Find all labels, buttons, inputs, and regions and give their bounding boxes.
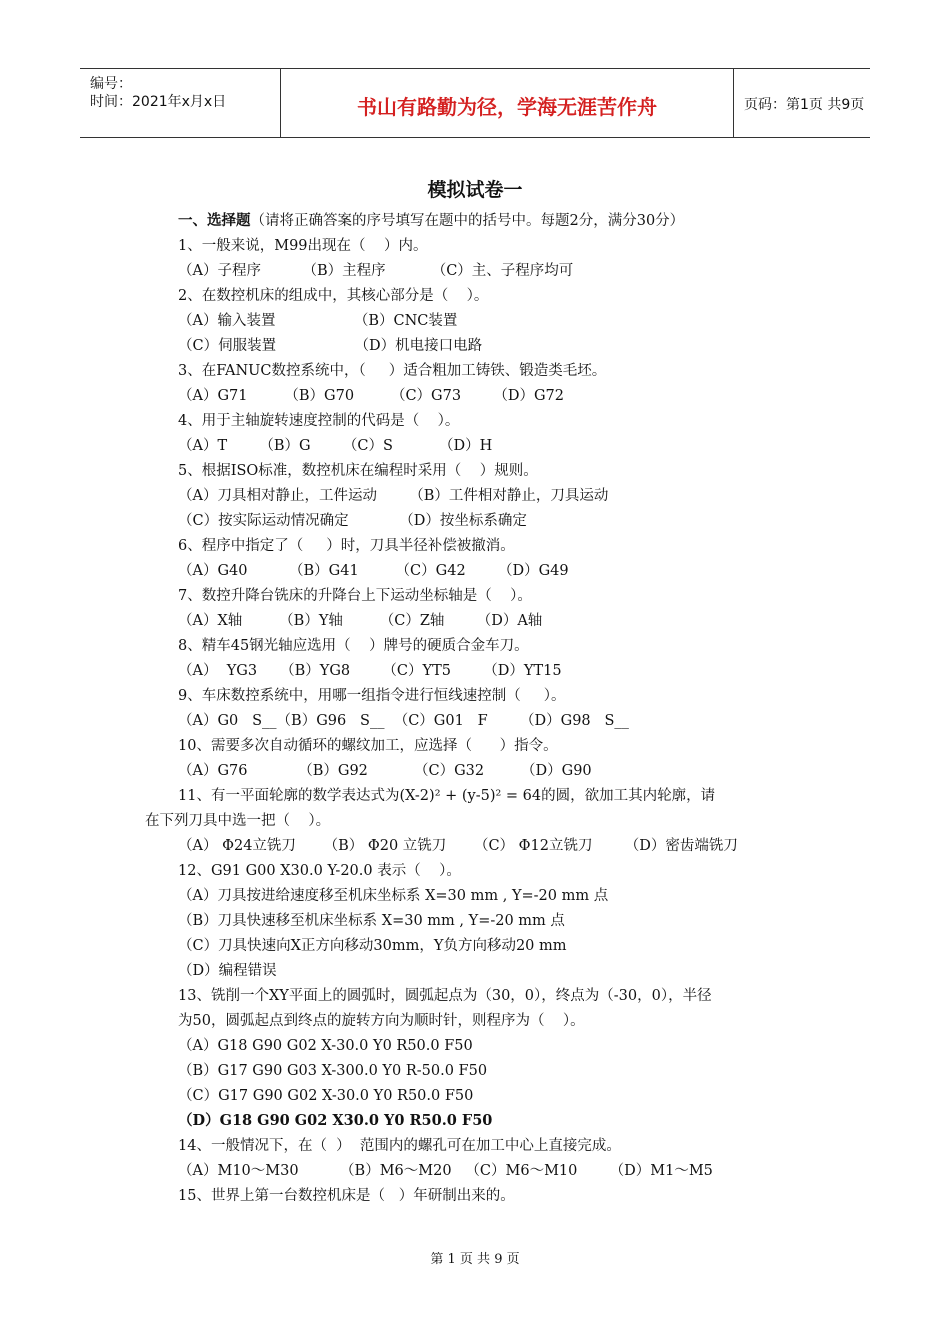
header-motto-cell [280,69,734,137]
page-header [80,68,870,138]
question-11-options: （A） Φ24立铣刀 （B） Φ20 立铣刀 （C） Φ12立铣刀 （D）密齿端铣刀 [178,838,738,854]
question-5: 5、根据ISO标准，数控机床在编程时采用（ ）规则。 [178,463,538,479]
question-13: 13、铣削一个XY平面上的圆弧时，圆弧起点为（30，0），终点为（-30，0），半径 [178,988,712,1004]
question-9: 9、车床数控系统中，用哪一组指令进行恒线速控制（ ）。 [178,688,566,704]
section-instruction: （请将正确答案的序号填写在题中的括号中。每题2分，满分30分） [250,213,685,229]
question-11: 11、有一平面轮廓的数学表达式为(X-2)² + (y-5)² = 64的圆，欲加工其内轮廓，请 [178,788,716,804]
section-title: 一、选择题 [178,213,251,229]
question-10: 10、需要多次自动循环的螺纹加工，应选择（ ）指令。 [178,738,558,754]
question-12-option-c: （C）刀具快速向X正方向移动30mm，Y负方向移动20 mm [178,938,567,954]
question-1-options: （A）子程序 （B）主程序 （C）主、子程序均可 [178,263,574,279]
question-13-option-b: （B）G17 G90 G03 X-300.0 Y0 R-50.0 F50 [178,1063,488,1079]
header-page-cell [734,69,870,137]
question-5-options-ab: （A）刀具相对静止，工件运动 （B）工件相对静止，刀具运动 [178,488,609,504]
question-12-option-d: （D）编程错误 [178,963,277,979]
question-12-option-b: （B）刀具快速移至机床坐标系 X=30 mm , Y=-20 mm 点 [178,913,565,929]
question-15: 15、世界上第一台数控机床是（ ）年研制出来的。 [178,1188,515,1204]
question-2-options-ab: （A）输入装置 （B）CNC装置 [178,313,458,329]
document-number-label: 编号： [90,76,132,92]
question-4: 4、用于主轴旋转速度控制的代码是（ ）。 [178,413,460,429]
question-2-options-cd: （C）伺服装置 （D）机电接口电路 [178,338,483,354]
question-12: 12、G91 G00 X30.0 Y-20.0 表示（ ）。 [178,863,461,879]
section-heading [178,214,684,229]
question-6: 6、程序中指定了（ ）时，刀具半径补偿被撤消。 [178,538,515,554]
question-2: 2、在数控机床的组成中，其核心部分是（ ）。 [178,288,489,304]
header-motto: 书山有路勤为径，学海无涯苦作舟 [357,95,657,119]
question-1: 1、一般来说，M99出现在（ ）内。 [178,238,428,254]
question-14-options: （A）M10～M30 （B）M6～M20 （C）M6～M10 （D）M1～M5 [178,1163,713,1179]
question-8-options: （A） YG3 （B）YG8 （C）YT5 （D）YT15 [178,663,562,679]
question-11-cont: 在下列刀具中选一把（ ）。 [145,813,331,829]
question-9-options: （A）G0 S__（B）G96 S__ （C）G01 F （D）G98 S__ [178,713,629,729]
exam-title: 模拟试卷一 [427,179,523,201]
question-12-option-a: （A）刀具按进给速度移至机床坐标系 X=30 mm , Y=-20 mm 点 [178,888,609,904]
question-3-options: （A）G71 （B）G70 （C）G73 （D）G72 [178,388,564,404]
header-page-info: 页码：第1页 共9页 [744,97,865,113]
document-date-label: 时间：2021年x月x日 [90,94,227,110]
question-7-options: （A）X轴 （B）Y轴 （C）Z轴 （D）A轴 [178,613,543,629]
question-4-options: （A）T （B）G （C）S （D）H [178,438,493,454]
question-7: 7、数控升降台铣床的升降台上下运动坐标轴是（ ）。 [178,588,532,604]
header-info-cell [80,69,280,137]
question-8: 8、精车45钢光轴应选用（ ）牌号的硬质合金车刀。 [178,638,529,654]
page-footer: 第 1 页 共 9 页 [430,1252,520,1267]
question-10-options: （A）G76 （B）G92 （C）G32 （D）G90 [178,763,592,779]
question-13-option-c: （C）G17 G90 G02 X-30.0 Y0 R50.0 F50 [178,1088,474,1104]
question-13-cont: 为50，圆弧起点到终点的旋转方向为顺时针，则程序为（ ）。 [178,1013,585,1029]
question-13-option-d: （D）G18 G90 G02 X30.0 Y0 R50.0 F50 [178,1112,493,1129]
question-6-options: （A）G40 （B）G41 （C）G42 （D）G49 [178,563,569,579]
question-14: 14、一般情况下，在（ ） 范围内的螺孔可在加工中心上直接完成。 [178,1138,621,1154]
question-13-option-a: （A）G18 G90 G02 X-30.0 Y0 R50.0 F50 [178,1038,473,1054]
question-5-options-cd: （C）按实际运动情况确定 （D）按坐标系确定 [178,513,527,529]
question-3: 3、在FANUC数控系统中，（ ）适合粗加工铸铁、锻造类毛坯。 [178,363,607,379]
